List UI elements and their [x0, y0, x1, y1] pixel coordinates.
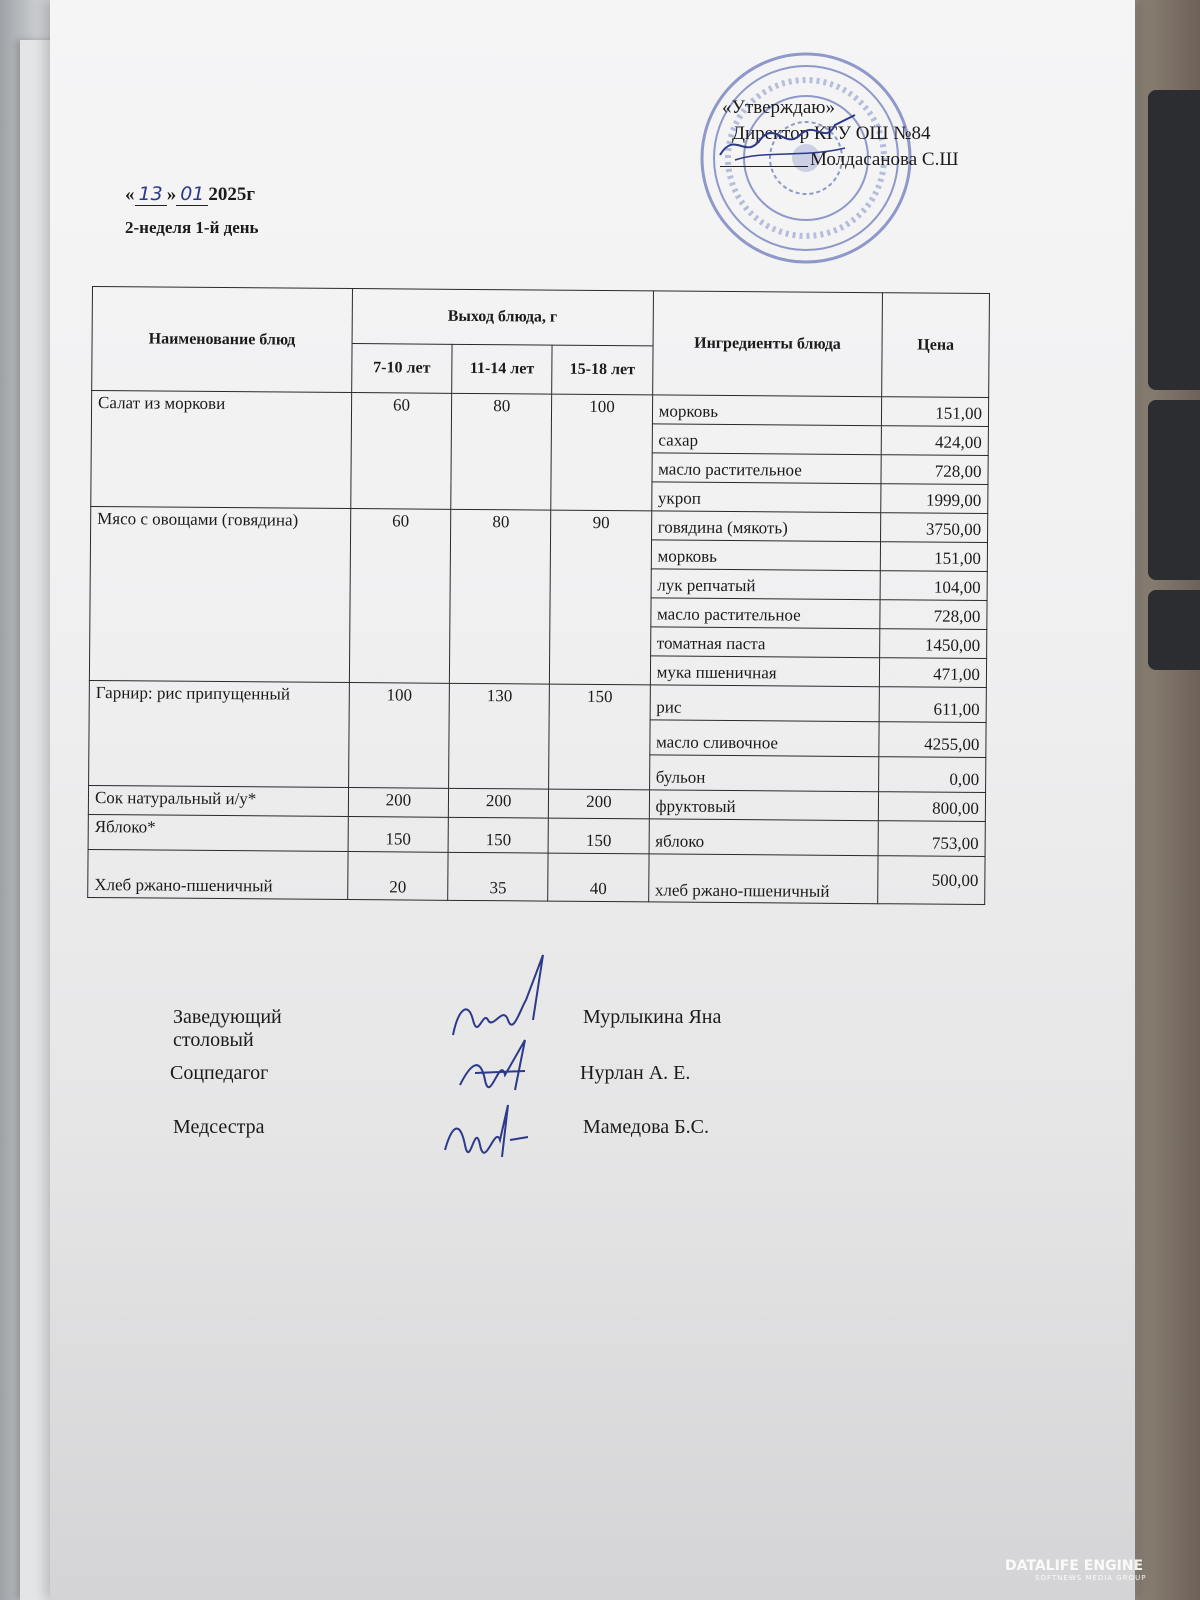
ingredient-price: 424,00 — [881, 426, 988, 456]
ingredient-price: 104,00 — [880, 571, 987, 601]
ingredient-name: сахар — [652, 424, 882, 455]
portion-11-14: 150 — [448, 817, 549, 853]
portion-7-10: 20 — [348, 852, 449, 901]
keyboard-edge — [1148, 90, 1200, 390]
header-age-11-14: 11-14 лет — [452, 344, 553, 394]
ingredient-price: 471,00 — [880, 658, 987, 688]
ingredient-price: 151,00 — [882, 397, 989, 427]
portion-7-10: 200 — [348, 788, 448, 818]
ingredient-name: морковь — [652, 395, 882, 426]
watermark — [1005, 1558, 1146, 1582]
table-row — [91, 391, 988, 427]
dish-name: Яблоко* — [88, 814, 348, 851]
ingredient-name: говядина (мякоть) — [651, 511, 881, 542]
portion-11-14: 200 — [448, 788, 548, 818]
table-row — [89, 680, 986, 722]
table-header-row — [92, 287, 989, 349]
keyboard-key — [1148, 590, 1200, 670]
director-signature-icon — [715, 110, 865, 170]
ingredient-price: 3750,00 — [881, 513, 988, 543]
portion-7-10: 100 — [348, 683, 449, 789]
ingredient-name: морковь — [651, 540, 881, 571]
dish-name: Салат из моркови — [91, 391, 352, 509]
ingredient-price: 500,00 — [878, 856, 985, 905]
watermark-brand: DATALIFE ENGINE — [1005, 1558, 1144, 1574]
portion-7-10: 60 — [349, 509, 451, 684]
dish-name: Сок натуральный и/у* — [88, 785, 348, 816]
portion-11-14: 80 — [451, 393, 552, 510]
ingredient-price: 1999,00 — [881, 484, 988, 514]
portion-7-10: 60 — [351, 393, 452, 510]
header-price: Цена — [882, 293, 990, 398]
table-row — [91, 506, 988, 542]
ingredient-name: масло растительное — [650, 598, 880, 629]
portion-15-18: 90 — [550, 510, 652, 685]
document-date — [125, 183, 255, 206]
ingredient-price: 728,00 — [880, 600, 987, 630]
dish-name: Мясо с овощами (говядина) — [89, 506, 350, 682]
header-dish-name: Наименование блюд — [92, 287, 353, 393]
date-open-quote: « — [125, 184, 135, 205]
portion-15-18: 100 — [551, 394, 652, 511]
header-ingredients: Ингредиенты блюда — [652, 291, 882, 397]
portion-15-18: 40 — [548, 853, 649, 902]
social-teacher-signature-icon — [455, 1035, 545, 1095]
signature-name: Нурлан А. Е. — [580, 1062, 691, 1084]
approval-signer-name: Молдасанова С.Ш — [810, 149, 959, 170]
portion-11-14: 130 — [449, 683, 550, 789]
portion-15-18: 150 — [549, 684, 650, 790]
header-age-7-10: 7-10 лет — [351, 344, 452, 394]
ingredient-name: фруктовый — [649, 790, 879, 821]
date-year: 2025г — [208, 184, 256, 205]
date-month: 01 — [176, 183, 208, 206]
ingredient-name: укроп — [651, 482, 881, 513]
ingredient-name: рис — [650, 685, 880, 722]
ingredient-price: 753,00 — [878, 821, 985, 857]
nurse-signature-icon — [440, 1095, 535, 1165]
ingredient-price: 728,00 — [881, 455, 988, 485]
ingredient-name: яблоко — [649, 819, 879, 856]
keyboard-key — [1148, 400, 1200, 580]
week-label: 2-неделя 1-й день — [125, 218, 259, 237]
ingredient-price: 4255,00 — [879, 722, 986, 758]
portion-7-10: 150 — [348, 817, 449, 853]
ingredient-name: бульон — [649, 755, 879, 792]
ingredient-price: 800,00 — [879, 792, 986, 822]
dish-name: Хлеб ржано-пшеничный — [88, 849, 348, 899]
header-age-15-18: 15-18 лет — [552, 345, 653, 395]
approval-title: «Утверждаю» — [722, 97, 835, 118]
watermark-sub: SOFTNEWS MEDIA GROUP — [1035, 1574, 1147, 1582]
ingredient-price: 0,00 — [879, 757, 986, 793]
menu-table — [87, 286, 990, 905]
portion-15-18: 200 — [549, 789, 649, 819]
signature-name: Мурлыкина Яна — [583, 1006, 722, 1028]
ingredient-name: масло растительное — [652, 453, 882, 484]
dish-name: Гарнир: рис припущенный — [89, 680, 350, 787]
ingredient-name: томатная паста — [650, 627, 880, 658]
ingredient-name: мука пшеничная — [650, 656, 880, 687]
signature-role: Заведующий столовый — [173, 1006, 282, 1051]
signature-name: Мамедова Б.С. — [583, 1116, 709, 1138]
signature-role: Соцпедагог — [170, 1062, 269, 1084]
signature-role: Медсестра — [173, 1116, 265, 1138]
portion-15-18: 150 — [548, 818, 649, 854]
table-row — [88, 849, 985, 904]
date-close-quote: » — [166, 184, 177, 205]
ingredient-name: лук репчатый — [651, 569, 881, 600]
portion-11-14: 80 — [449, 509, 551, 684]
ingredient-price: 1450,00 — [880, 629, 987, 659]
header-output: Выход блюда, г — [352, 289, 653, 346]
canteen-signature-icon — [448, 950, 558, 1045]
portion-11-14: 35 — [448, 852, 549, 901]
ingredient-name: хлеб ржано-пшеничный — [648, 854, 878, 904]
date-day: 13 — [135, 183, 167, 206]
ingredient-price: 151,00 — [881, 542, 988, 572]
approval-position: Директор КГУ ОШ №84 — [732, 123, 931, 144]
ingredient-name: масло сливочное — [649, 720, 879, 757]
ingredient-price: 611,00 — [879, 687, 986, 723]
